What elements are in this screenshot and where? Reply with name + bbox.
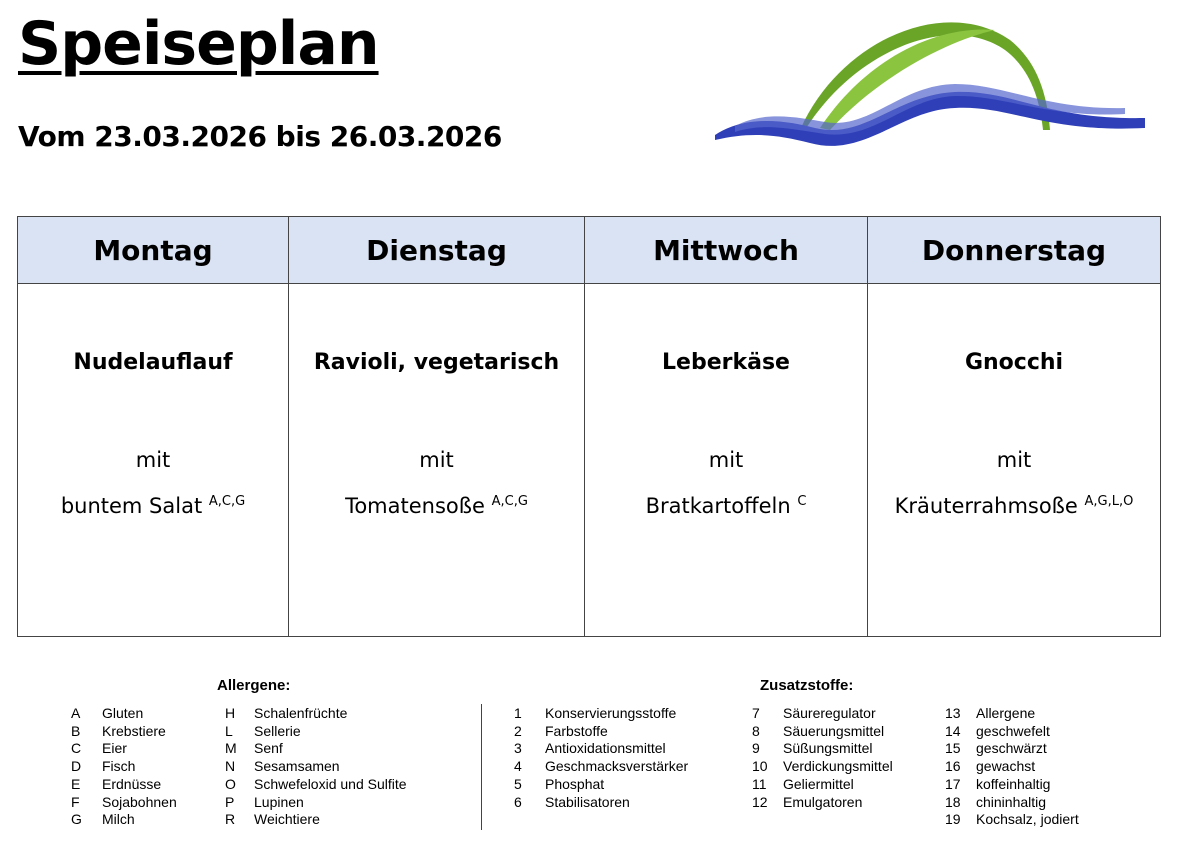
allergen-list-1 <box>71 705 177 829</box>
dish-name: Leberkäse <box>662 350 790 375</box>
legend-item <box>71 776 177 794</box>
side-dish <box>289 494 584 518</box>
legend-label: Verdickungsmittel <box>783 758 893 775</box>
legend-label: Krebstiere <box>102 722 166 739</box>
legend-item <box>514 723 688 741</box>
legend-code: 11 <box>752 775 767 792</box>
legend-item <box>514 776 688 794</box>
legend-item <box>514 705 688 723</box>
legend-item <box>71 758 177 776</box>
legend-label: Fisch <box>102 758 136 775</box>
legend-code: 14 <box>945 722 961 739</box>
legend-code: R <box>225 811 236 828</box>
legend-label: Geliermittel <box>783 775 854 792</box>
legend-item <box>71 723 177 741</box>
legend-code: P <box>225 793 235 810</box>
connector-text: mit <box>996 448 1032 472</box>
legend-item <box>945 758 1079 776</box>
legend-label: Kochsalz, jodiert <box>976 811 1079 828</box>
legend-label: koffeinhaltig <box>976 775 1051 792</box>
additive-list-2 <box>752 705 893 811</box>
side-dish <box>868 494 1160 518</box>
legend-label: Erdnüsse <box>102 775 162 792</box>
legend-label: Allergene <box>976 705 1036 721</box>
allergens-heading: Allergene: <box>217 677 291 694</box>
legend-label: geschwärzt <box>976 740 1047 757</box>
day-header-thursday: Donnerstag <box>868 217 1161 284</box>
legend-code: N <box>225 758 236 775</box>
legend-label: Senf <box>254 740 283 757</box>
connector-text: mit <box>419 448 454 472</box>
legend-label: Lupinen <box>254 793 304 810</box>
legend-item <box>752 740 893 758</box>
side-dish <box>18 494 288 518</box>
legend-item <box>225 705 407 723</box>
menu-table <box>17 216 1161 637</box>
additive-list-1 <box>514 705 688 811</box>
legend-item <box>945 723 1079 741</box>
day-header-wednesday: Mittwoch <box>585 217 868 284</box>
legend-code: B <box>71 722 81 739</box>
legend-code: 15 <box>945 740 961 757</box>
logo-icon <box>705 0 1150 165</box>
allergen-list-2 <box>225 705 407 829</box>
legend-code: 3 <box>514 740 522 757</box>
dish-name: Gnocchi <box>964 350 1064 375</box>
legend-label: Schalenfrüchte <box>254 705 348 721</box>
meal-cell-tuesday <box>289 284 585 637</box>
legend-code: 10 <box>752 758 768 775</box>
legend-item <box>945 811 1079 829</box>
legend-label: Stabilisatoren <box>545 793 630 810</box>
legend-label: Sojabohnen <box>102 793 177 810</box>
legend-code: 8 <box>752 722 760 739</box>
dish-name: Ravioli, vegetarisch <box>313 350 560 375</box>
legend-item <box>752 705 893 723</box>
legend-label: Süßungsmittel <box>783 740 873 757</box>
legend-item <box>71 740 177 758</box>
legend-label: Sesamsamen <box>254 758 340 775</box>
allergen-codes: A,G,L,O <box>1084 494 1134 509</box>
legend-code: 4 <box>514 758 522 775</box>
legend-item <box>225 794 407 812</box>
legend-item <box>945 794 1079 812</box>
side-dish <box>585 494 867 518</box>
legend-code: F <box>71 793 80 810</box>
legend-item <box>514 794 688 812</box>
page-title: Speiseplan <box>18 9 379 79</box>
connector-text: mit <box>708 448 744 472</box>
legend-label: Eier <box>102 740 127 757</box>
legend-code: D <box>71 758 82 775</box>
legend-item <box>225 723 407 741</box>
side-dish-label: Tomatensoße <box>345 494 485 518</box>
legend-item <box>514 740 688 758</box>
legend-label: Phosphat <box>545 775 605 792</box>
legend-label: Emulgatoren <box>783 793 863 810</box>
legend-item <box>71 705 177 723</box>
legend-code: 12 <box>752 793 768 810</box>
legend-item <box>752 758 893 776</box>
legend-item <box>514 758 688 776</box>
legend-label: Weichtiere <box>254 811 320 828</box>
legend-label: Schwefeloxid und Sulfite <box>254 775 407 792</box>
legend-item <box>752 723 893 741</box>
legend-item <box>945 740 1079 758</box>
legend-code: 1 <box>514 705 522 721</box>
legend-label: Geschmacksverstärker <box>545 758 689 775</box>
allergen-codes: A,C,G <box>208 494 246 509</box>
legend-divider <box>481 704 482 830</box>
legend-code: G <box>71 811 82 828</box>
legend-label: Gluten <box>102 705 144 721</box>
legend-item <box>71 794 177 812</box>
additives-heading: Zusatzstoffe: <box>760 677 854 694</box>
legend-code: O <box>225 775 236 792</box>
legend-item <box>752 794 893 812</box>
legend-label: geschwefelt <box>976 722 1050 739</box>
meal-cell-monday <box>18 284 289 637</box>
legend-code: 6 <box>514 793 522 810</box>
side-dish-label: buntem Salat <box>60 494 203 518</box>
meal-row <box>18 284 1161 637</box>
legend-item <box>225 776 407 794</box>
day-header-monday: Montag <box>18 217 289 284</box>
side-dish-label: Kräuterrahmsoße <box>894 494 1078 518</box>
legend-item <box>225 758 407 776</box>
legend-label: Antioxidationsmittel <box>545 740 666 757</box>
legend-label: gewachst <box>976 758 1036 775</box>
side-dish-label: Bratkartoffeln <box>645 494 791 518</box>
legend-code: H <box>225 705 236 721</box>
date-range: Vom 23.03.2026 bis 26.03.2026 <box>18 120 502 153</box>
legend-item <box>225 740 407 758</box>
additive-list-3 <box>945 705 1079 829</box>
legend-item <box>71 811 177 829</box>
meal-cell-wednesday <box>585 284 868 637</box>
legend-code: C <box>71 740 82 757</box>
legend-item <box>945 776 1079 794</box>
legend-item <box>225 811 407 829</box>
legend-code: 19 <box>945 811 961 828</box>
legend-label: Säuerungsmittel <box>783 722 885 739</box>
legend-label: Säureregulator <box>783 705 876 721</box>
allergen-codes: C <box>797 494 807 509</box>
legend-label: Sellerie <box>254 722 301 739</box>
legend-label: Milch <box>102 811 135 828</box>
legend-code: L <box>225 722 233 739</box>
legend-code: 13 <box>945 705 961 721</box>
legend-code: 7 <box>752 705 760 721</box>
dish-name: Nudelauflauf <box>73 350 233 375</box>
legend-code: 17 <box>945 775 961 792</box>
legend-code: 5 <box>514 775 522 792</box>
legend-label: Farbstoffe <box>545 722 608 739</box>
legend-code: 2 <box>514 722 522 739</box>
allergen-codes: A,C,G <box>491 494 528 509</box>
connector-text: mit <box>135 448 171 472</box>
legend-code: A <box>71 705 81 721</box>
day-header-tuesday: Dienstag <box>289 217 585 284</box>
legend-code: 9 <box>752 740 760 757</box>
legend-code: M <box>225 740 237 757</box>
legend-code: 16 <box>945 758 961 775</box>
legend-item <box>945 705 1079 723</box>
meal-cell-thursday <box>868 284 1161 637</box>
legend-label: Konservierungsstoffe <box>545 705 677 721</box>
day-header-row <box>18 217 1161 284</box>
legend-item <box>752 776 893 794</box>
legend-code: 18 <box>945 793 961 810</box>
legend-label: chininhaltig <box>976 793 1047 810</box>
legend-code: E <box>71 775 81 792</box>
